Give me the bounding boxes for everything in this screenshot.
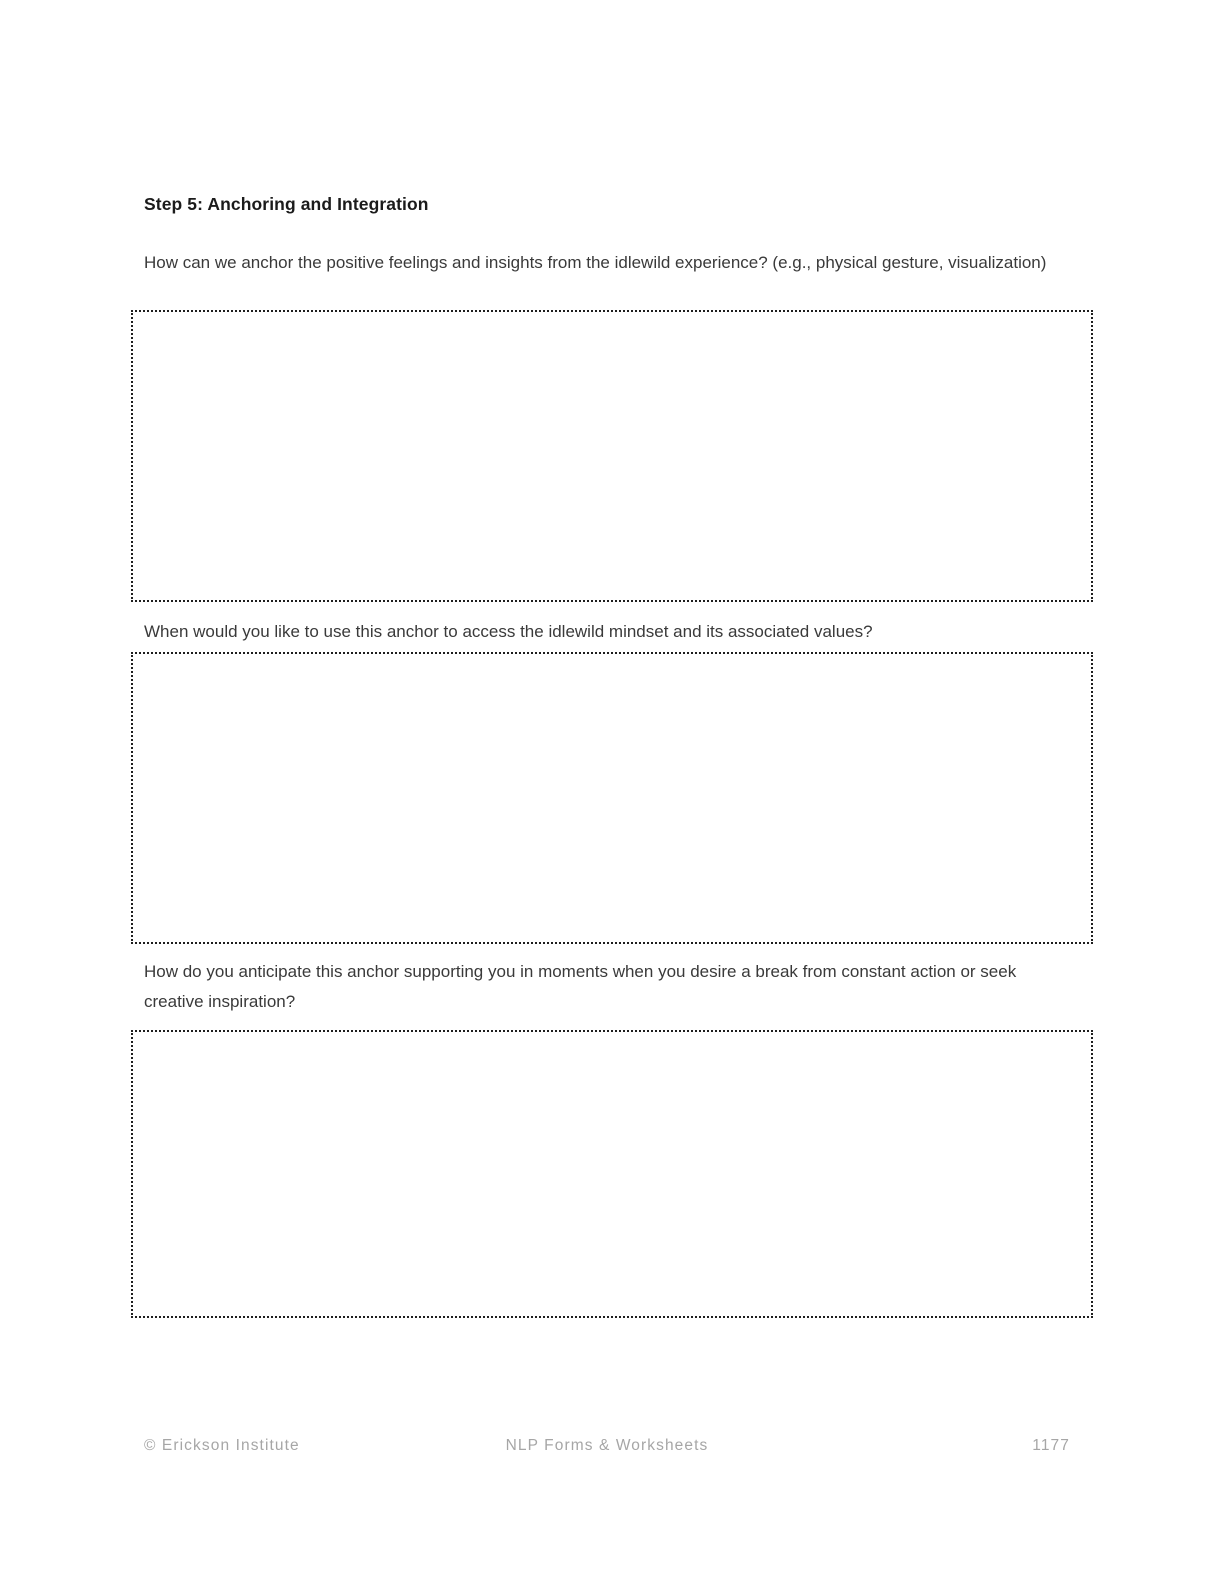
page-title: Step 5: Anchoring and Integration — [144, 193, 429, 214]
answer-box-3[interactable] — [131, 1030, 1093, 1318]
question-text-2: When would you like to use this anchor to access the idlewild mindset and its associated values? — [144, 622, 873, 641]
footer-copyright: © Erickson Institute — [144, 1437, 300, 1454]
question-text-1: How can we anchor the positive feelings and insights from the idlewild experience? (e.g., physical gesture, visualization) — [144, 253, 1047, 272]
footer-page-number: 1177 — [1032, 1437, 1070, 1454]
page-footer — [144, 1437, 1070, 1459]
answer-box-1[interactable] — [131, 310, 1093, 602]
footer-title: NLP Forms & Worksheets — [505, 1437, 709, 1454]
answer-box-2[interactable] — [131, 652, 1093, 944]
question-text-3: How do you anticipate this anchor supporting you in moments when you desire a break from constant action or seek creative inspiration? — [144, 962, 1017, 1011]
